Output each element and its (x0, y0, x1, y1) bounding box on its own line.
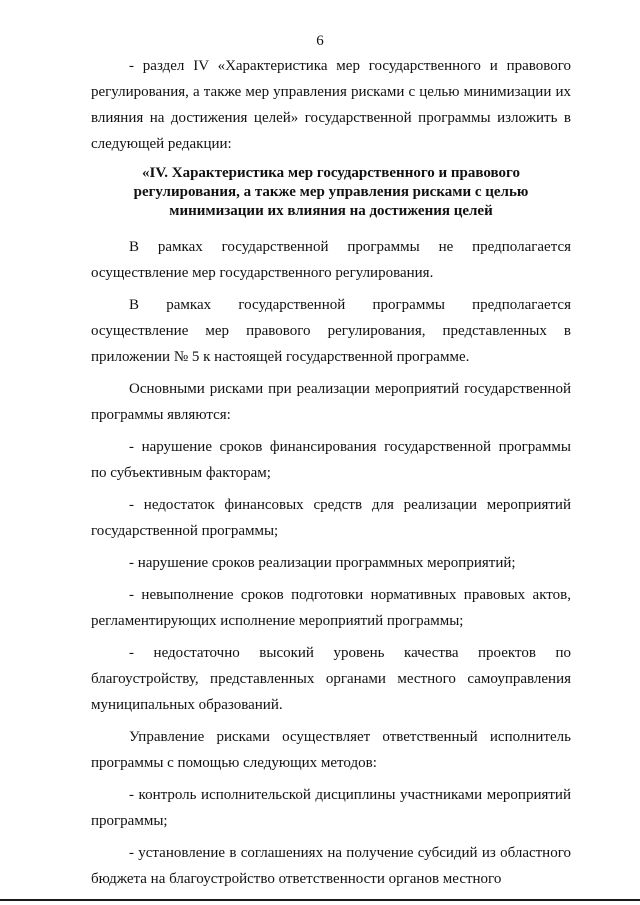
bottom-rule (0, 899, 640, 901)
page-number: 6 (316, 33, 324, 49)
section-heading-line-3: минимизации их влияния на достижения целей (169, 203, 493, 219)
risk-item-funding-shortage: - недостаток финансовых средств для реализации мероприятий государственной программы; (91, 497, 571, 539)
paragraph-state-regulation: В рамках государственной программы не предполагается осуществление мер государственного регулирования. (91, 239, 571, 281)
paragraph-risk-management: Управление рисками осуществляет ответственный исполнитель программы с помощью следующих методов: (91, 729, 571, 771)
method-item-subsidy-agreements: - установление в соглашениях на получение субсидий из областного бюджета на благоустройство ответственности органов местного (91, 845, 571, 887)
method-item-discipline-control: - контроль исполнительской дисциплины участниками мероприятий программы; (91, 787, 571, 829)
section-heading-line-1: «IV. Характеристика мер государственного и правового (142, 165, 520, 181)
paragraph-main-risks: Основными рисками при реализации мероприятий государственной программы являются: (91, 381, 571, 423)
risk-item-regulatory-acts-delay: - невыполнение сроков подготовки нормативных правовых актов, регламентирующих исполнение мероприятий программы; (91, 587, 571, 629)
document-body (91, 53, 571, 898)
intro-paragraph: - раздел IV «Характеристика мер государственного и правового регулирования, а также мер управления рисками с целью минимизации их влияния на достижения целей» государственной программы изложить в следующей редакции: (91, 58, 571, 152)
paragraph-legal-regulation: В рамках государственной программы предполагается осуществление мер правового регулирования, представленных в приложении № 5 к настоящей государственной программе. (91, 297, 571, 365)
section-heading-line-2: регулирования, а также мер управления рисками с целью (133, 184, 529, 200)
risk-item-financing-delay: - нарушение сроков финансирования государственной программы по субъективным факторам; (91, 439, 571, 481)
risk-item-implementation-delay: - нарушение сроков реализации программных мероприятий; (129, 555, 516, 571)
section-heading (91, 164, 571, 221)
risk-item-project-quality: - недостаточно высокий уровень качества проектов по благоустройству, представленных органами местного самоуправления муниципальных образований. (91, 645, 571, 713)
